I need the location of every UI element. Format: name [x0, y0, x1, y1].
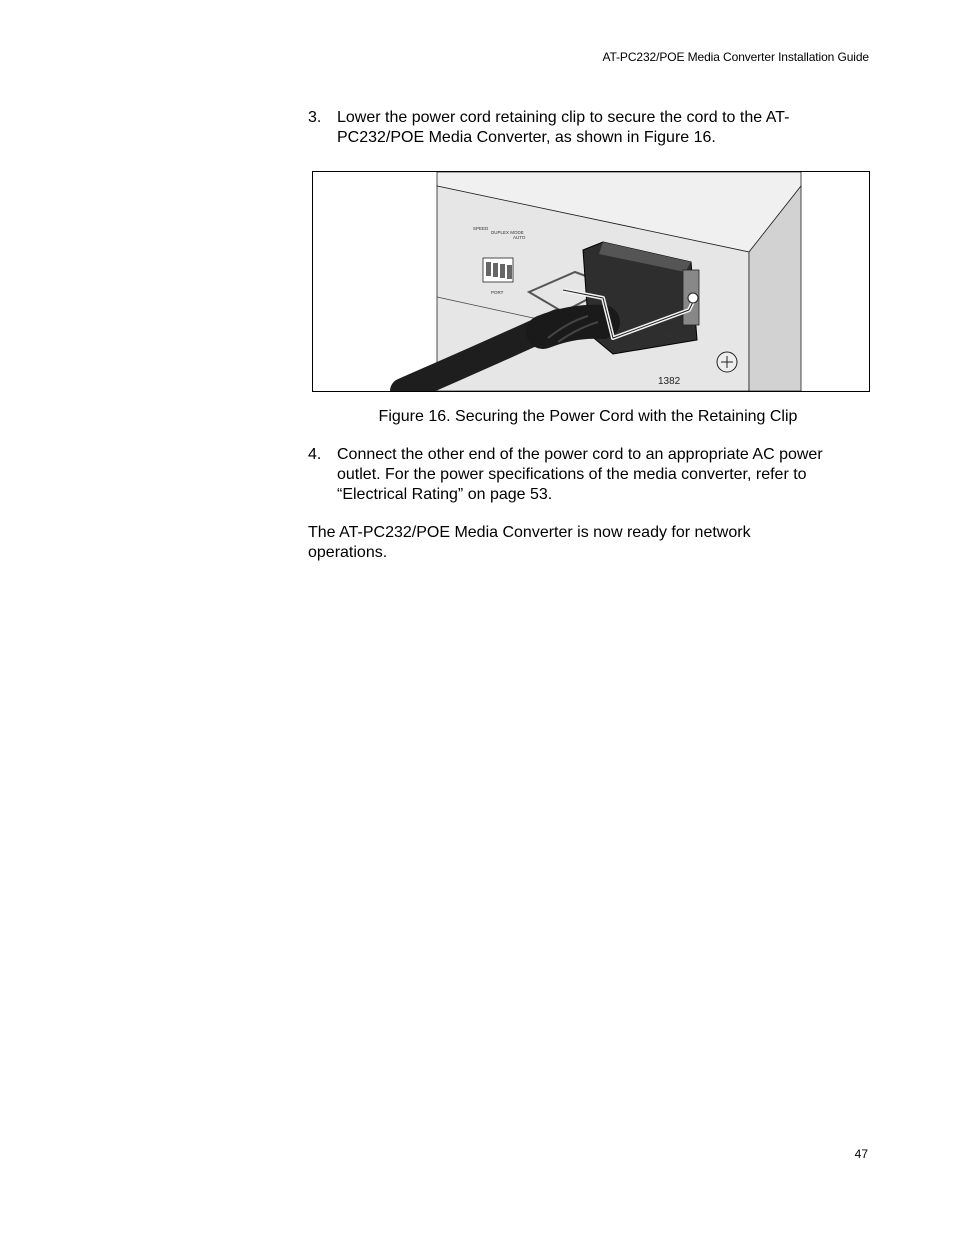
ac-label: AC~: [663, 332, 677, 339]
step-text: Connect the other end of the power cord to an appropriate AC power outlet. For the power specifications of the media converter, refer to “Electrical Rating” on page 53.: [337, 446, 823, 503]
page-number: 47: [854, 1147, 868, 1161]
closing-paragraph: The AT-PC232/POE Media Converter is now ready for network operations.: [308, 524, 751, 561]
figure-id-label: 1382: [658, 376, 681, 387]
port-label: PORT: [491, 290, 504, 295]
dip-switch-block: [483, 258, 513, 282]
figure-caption: Figure 16. Securing the Power Cord with the Retaining Clip: [378, 408, 798, 425]
step-text: Lower the power cord retaining clip to secure the cord to the AT-PC232/POE Media Converter, as shown in Figure 16.: [337, 109, 790, 146]
running-header: AT-PC232/POE Media Converter Installation Guide: [602, 50, 869, 64]
speed-label: SPEED: [473, 226, 489, 231]
step-number: 4.: [308, 446, 322, 463]
figure-power-cord-clip: [312, 171, 870, 392]
step-3: [308, 108, 868, 148]
ground-screw: [717, 352, 737, 372]
step-4: [308, 445, 868, 505]
auto-label: AUTO: [513, 235, 526, 240]
duplex-label: DUPLEX MODE: [491, 230, 524, 235]
device-illustration: [313, 172, 869, 391]
step-number: 3.: [308, 109, 322, 126]
